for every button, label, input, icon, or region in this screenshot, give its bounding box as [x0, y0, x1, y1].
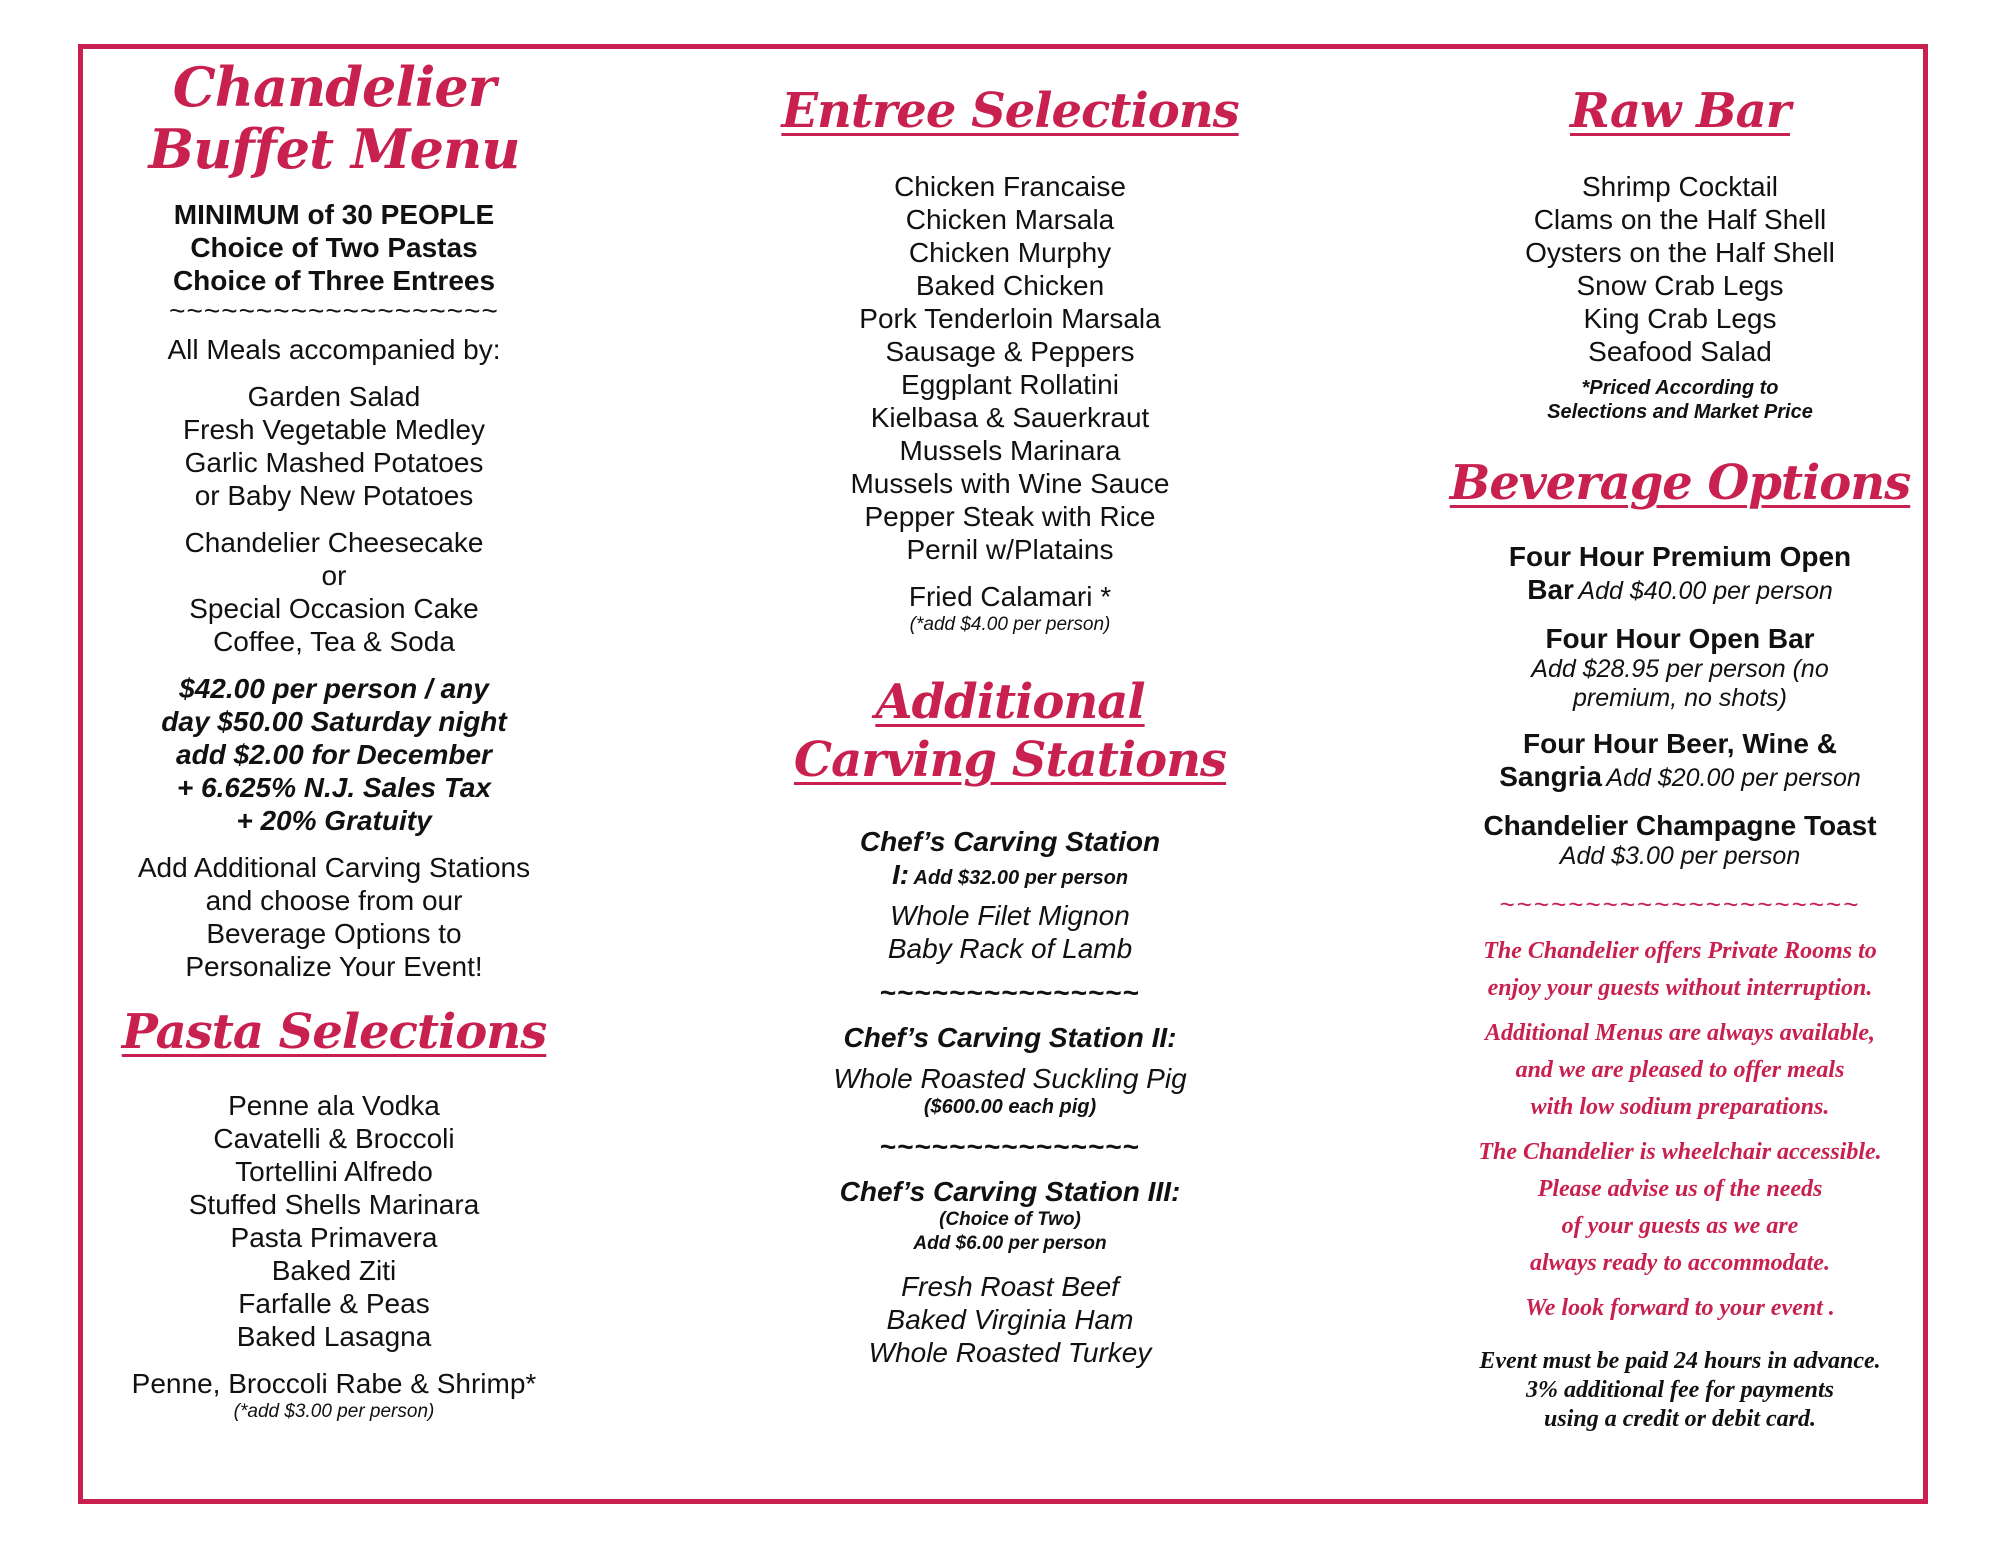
list-item: Kielbasa & Sauerkraut — [870, 402, 1150, 433]
station2-price: ($600.00 each pig) — [923, 1096, 1097, 1118]
list-item: Coffee, Tea & Soda — [213, 626, 455, 657]
pricing-line: + 6.625% N.J. Sales Tax — [176, 772, 492, 803]
rawbar-list — [1420, 170, 1940, 368]
pasta-list — [94, 1089, 574, 1353]
list-item: Whole Roasted Turkey — [868, 1337, 1152, 1368]
toast-price: Add $3.00 per person — [1559, 842, 1801, 870]
open-bar-title: Four Hour Open Bar — [1545, 623, 1815, 654]
note-line: Event must be paid 24 hours in advance. — [1479, 1348, 1881, 1374]
list-item: Oysters on the Half Shell — [1525, 237, 1835, 268]
note-line: 3% additional fee for payments — [1526, 1377, 1834, 1403]
list-item: Fresh Roast Beef — [901, 1271, 1119, 1302]
list-item: King Crab Legs — [1583, 303, 1777, 334]
pasta-heading: Pasta Selections — [121, 1004, 547, 1060]
list-item: Pasta Primavera — [230, 1222, 438, 1253]
addons-block — [94, 851, 574, 983]
note-line: enjoy your guests without interruption. — [1487, 975, 1873, 1001]
station1-roman: I: — [891, 859, 910, 890]
column-middle — [770, 82, 1250, 1369]
divider: ~~~~~~~~~~~~~~~~~~~~~ — [1499, 889, 1861, 919]
premium-title: Four Hour Premium Open — [1508, 541, 1852, 572]
list-item: Chicken Francaise — [894, 171, 1126, 202]
min-people: MINIMUM of 30 PEOPLE — [173, 199, 495, 230]
open-bar-price-2: premium, no shots) — [1573, 684, 1787, 712]
list-item: Garlic Mashed Potatoes — [184, 447, 484, 478]
addons-line: Add Additional Carving Stations — [137, 852, 531, 883]
station1-price-line — [770, 858, 1250, 891]
addons-line: and choose from our — [205, 885, 463, 916]
list-item: or — [321, 560, 347, 591]
rawbar-note-2: Selections and Market Price — [1547, 401, 1813, 423]
title-line-1: Chandelier — [172, 55, 496, 119]
note-line: The Chandelier offers Private Rooms to — [1483, 938, 1877, 964]
list-item: Pork Tenderloin Marsala — [859, 303, 1161, 334]
list-item: Pepper Steak with Rice — [864, 501, 1156, 532]
pricing-line: $42.00 per person / any — [179, 673, 489, 704]
toast-title: Chandelier Champagne Toast — [1483, 810, 1877, 841]
list-item: Penne ala Vodka — [228, 1090, 440, 1121]
list-item: Shrimp Cocktail — [1581, 171, 1779, 202]
look-forward-note: We look forward to your event . — [1525, 1295, 1835, 1321]
entree-special: Fried Calamari * — [908, 581, 1112, 612]
divider: ~~~~~~~~~~~~~~~ — [879, 977, 1141, 1008]
list-item: Farfalle & Peas — [238, 1288, 430, 1319]
list-item: Pernil w/Platains — [906, 534, 1114, 565]
list-item: Garden Salad — [247, 381, 421, 412]
carving-heading-line-2: Carving Stations — [793, 732, 1227, 788]
open-bar-price: Add $28.95 per person (no — [1531, 655, 1829, 683]
list-item: Sausage & Peppers — [885, 336, 1135, 367]
list-item: Tortellini Alfredo — [235, 1156, 433, 1187]
station3-price: Add $6.00 per person — [913, 1233, 1107, 1254]
beer-line — [1420, 760, 1940, 795]
addons-line: Personalize Your Event! — [185, 951, 483, 982]
pricing-block — [94, 672, 574, 837]
title-line-2: Buffet Menu — [148, 117, 520, 181]
note-line: with low sodium preparations. — [1530, 1094, 1830, 1120]
note-line: using a credit or debit card. — [1543, 1406, 1816, 1432]
note-line: and we are pleased to offer meals — [1515, 1057, 1845, 1083]
rawbar-heading: Raw Bar — [1569, 83, 1791, 139]
list-item: Baked Ziti — [271, 1255, 397, 1286]
carving-heading — [770, 673, 1250, 789]
menu-title — [94, 56, 574, 180]
station1-price: Add $32.00 per person — [913, 867, 1129, 889]
list-item: Baked Virginia Ham — [886, 1304, 1134, 1335]
note-line: of your guests as we are — [1561, 1213, 1799, 1239]
list-item: Whole Filet Mignon — [890, 900, 1130, 931]
note-line: Additional Menus are always available, — [1484, 1020, 1876, 1046]
list-item: Stuffed Shells Marinara — [188, 1189, 480, 1220]
pasta-choice: Choice of Two Pastas — [190, 232, 478, 263]
entree-list — [770, 170, 1250, 566]
entree-special-note: (*add $4.00 per person) — [909, 614, 1111, 635]
rawbar-note-1: *Priced According to — [1581, 377, 1779, 399]
list-item: Eggplant Rollatini — [901, 369, 1119, 400]
column-right — [1420, 82, 1940, 1434]
column-left — [94, 56, 574, 1424]
private-rooms-note — [1420, 933, 1940, 1007]
accessibility-note — [1420, 1134, 1940, 1282]
sides-list — [94, 380, 574, 512]
list-item: or Baby New Potatoes — [194, 480, 474, 511]
station2-item: Whole Roasted Suckling Pig — [833, 1063, 1187, 1094]
list-item: Baked Lasagna — [236, 1321, 432, 1352]
station1-title: Chef’s Carving Station — [859, 826, 1161, 857]
premium-title-b: Bar — [1527, 574, 1574, 605]
pricing-line: day $50.00 Saturday night — [161, 706, 507, 737]
pasta-special: Penne, Broccoli Rabe & Shrimp* — [131, 1368, 537, 1399]
premium-line — [1420, 573, 1940, 608]
list-item: Baked Chicken — [915, 270, 1105, 301]
menus-note — [1420, 1015, 1940, 1126]
entree-heading: Entree Selections — [781, 83, 1239, 139]
pricing-line: add $2.00 for December — [176, 739, 492, 770]
note-line: always ready to accommodate. — [1530, 1250, 1830, 1276]
list-item: Mussels Marinara — [899, 435, 1121, 466]
list-item: Cavatelli & Broccoli — [213, 1123, 455, 1154]
list-item: Fresh Vegetable Medley — [183, 414, 485, 445]
divider: ~~~~~~~~~~~~~~~ — [879, 1131, 1141, 1162]
list-item: Chicken Marsala — [905, 204, 1115, 235]
list-item: Special Occasion Cake — [189, 593, 479, 624]
desserts-list — [94, 526, 574, 658]
pricing-line: + 20% Gratuity — [236, 805, 432, 836]
note-line: Please advise us of the needs — [1537, 1176, 1823, 1202]
station3-choice: (Choice of Two) — [939, 1209, 1081, 1230]
payment-note — [1420, 1347, 1940, 1434]
accompanied-label: All Meals accompanied by: — [167, 334, 501, 365]
beer-price: Add $20.00 per person — [1606, 764, 1861, 792]
note-line: The Chandelier is wheelchair accessible. — [1478, 1139, 1882, 1165]
divider: ~~~~~~~~~~~~~~~~~~~ — [169, 295, 499, 326]
list-item: Chicken Murphy — [908, 237, 1112, 268]
list-item: Mussels with Wine Sauce — [850, 468, 1170, 499]
addons-line: Beverage Options to — [206, 918, 462, 949]
list-item: Baby Rack of Lamb — [887, 933, 1133, 964]
list-item: Snow Crab Legs — [1576, 270, 1784, 301]
list-item: Seafood Salad — [1588, 336, 1772, 367]
station3-title: Chef’s Carving Station III: — [839, 1176, 1181, 1207]
list-item: Clams on the Half Shell — [1533, 204, 1827, 235]
beer-title: Four Hour Beer, Wine & — [1522, 728, 1837, 759]
pasta-special-note: (*add $3.00 per person) — [233, 1401, 435, 1422]
list-item: Chandelier Cheesecake — [184, 527, 484, 558]
station2-title: Chef’s Carving Station II: — [843, 1022, 1177, 1053]
entree-choice: Choice of Three Entrees — [172, 265, 496, 296]
beverage-heading: Beverage Options — [1449, 455, 1911, 511]
carving-heading-line-1: Additional — [875, 674, 1145, 730]
premium-price: Add $40.00 per person — [1578, 577, 1833, 605]
beer-title-b: Sangria — [1499, 761, 1602, 792]
